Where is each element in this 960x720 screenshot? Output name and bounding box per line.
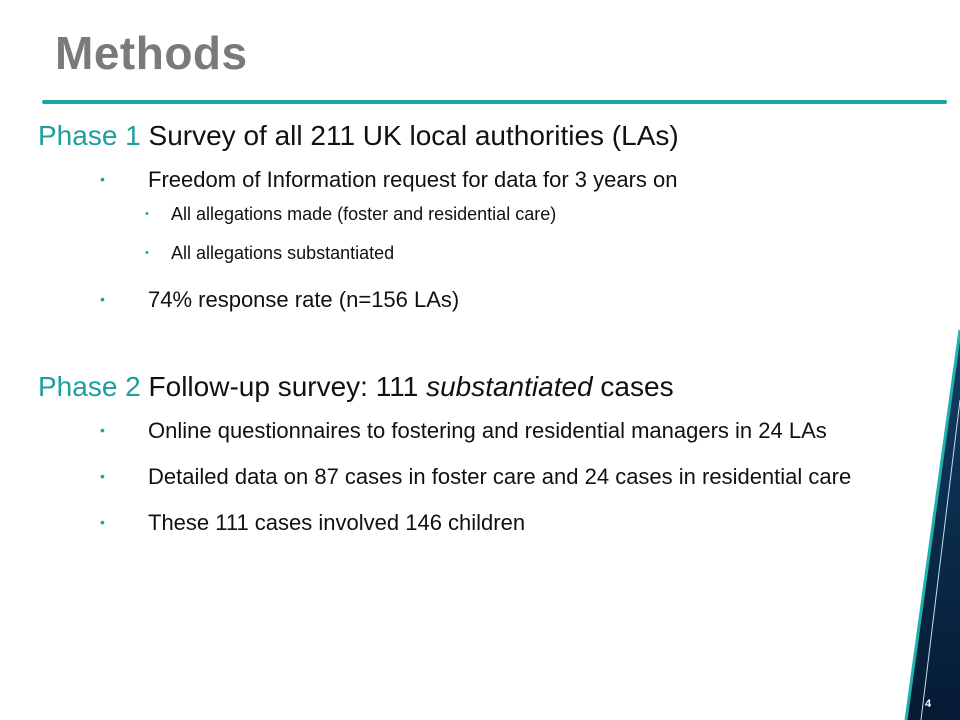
phase-2-label: Phase 2 <box>38 371 141 402</box>
phase-2-text-emphasis: substantiated <box>426 371 593 402</box>
phase-1-label: Phase 1 <box>38 120 141 151</box>
bullet-text: Freedom of Information request for data for 3 years on <box>148 167 678 192</box>
bullet-text: These 111 cases involved 146 children <box>148 510 526 535</box>
bullet-text: 74% response rate (n=156 LAs) <box>148 287 460 312</box>
page-number: 4 <box>924 698 932 710</box>
sub-bullet-text: All allegations substantiated <box>171 243 395 263</box>
phase-1-text: Survey of all 211 UK local authorities (LAs) <box>148 120 679 151</box>
bullet-text: Online questionnaires to fostering and residential managers in 24 LAs <box>148 418 827 443</box>
phase-2-text-end: cases <box>592 371 674 402</box>
slide-title: Methods <box>55 27 248 79</box>
bullet-text: Detailed data on 87 cases in foster care and 24 cases in residential care <box>148 464 852 489</box>
phase-2-text-start: Follow-up survey: 111 <box>148 371 427 402</box>
sub-bullet-text: All allegations made (foster and residential care) <box>171 204 557 224</box>
